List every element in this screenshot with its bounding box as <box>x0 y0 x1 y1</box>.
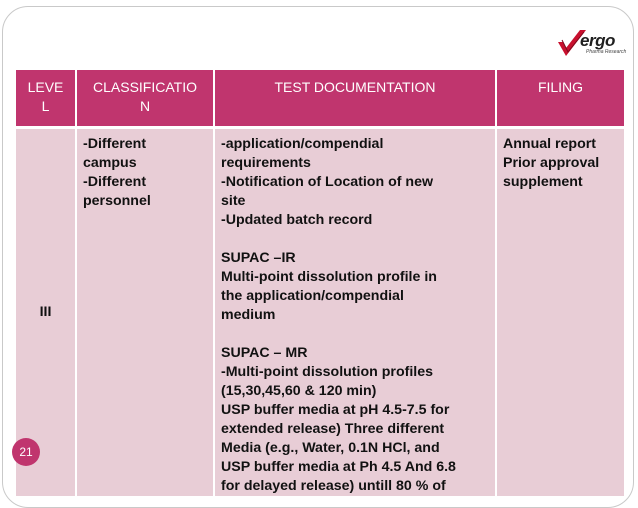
text-line: LEVE <box>27 79 64 95</box>
text-line: L <box>41 98 50 114</box>
logo-text: ergo <box>580 31 615 50</box>
text-line: extended release) Three different <box>221 421 445 437</box>
vergo-logo <box>556 28 626 62</box>
text-line: Annual report <box>503 136 597 152</box>
text-line <box>221 325 489 344</box>
text-line: -Different <box>83 136 147 152</box>
level-cell: III <box>16 128 76 497</box>
text-line: TEST DOCUMENTATION <box>274 79 436 95</box>
text-line: CLASSIFICATIO <box>93 79 197 95</box>
text-line: -Multi-point dissolution profiles <box>221 364 433 380</box>
text-line: SUPAC –IR <box>221 250 296 266</box>
text-line: -Different <box>83 174 147 190</box>
filing-cell <box>496 128 624 497</box>
text-line: -Updated batch record <box>221 212 373 228</box>
text-line: N <box>139 98 151 114</box>
text-line: the application/compendial <box>221 288 404 304</box>
text-line: requirements <box>221 155 311 171</box>
text-line: USP buffer media at Ph 4.5 And 6.8 <box>221 459 456 475</box>
text-line: site <box>221 193 246 209</box>
text-line: Prior approval <box>503 155 600 171</box>
header-classification <box>76 70 214 128</box>
text-line: Media (e.g., Water, 0.1N HCl, and <box>221 440 440 456</box>
text-line: -Notification of Location of new <box>221 174 434 190</box>
text-line: SUPAC – MR <box>221 345 308 361</box>
text-line: for delayed release) untill 80 % of <box>221 478 446 494</box>
documentation-table <box>16 70 624 496</box>
logo-tagline: Pharma Research <box>586 49 627 55</box>
text-line: -application/compendial <box>221 136 384 152</box>
header-level <box>16 70 76 128</box>
text-line: supplement <box>503 174 583 190</box>
test-documentation-cell <box>214 128 496 497</box>
classification-cell <box>76 128 214 497</box>
table-row <box>16 128 624 497</box>
text-line <box>221 230 489 249</box>
header-test-documentation <box>214 70 496 128</box>
text-line: USP buffer media at pH 4.5-7.5 for <box>221 402 450 418</box>
header-filing <box>496 70 624 128</box>
text-line: (15,30,45,60 & 120 min) <box>221 383 377 399</box>
table-header-row <box>16 70 624 128</box>
text-line: medium <box>221 307 276 323</box>
text-line: Multi-point dissolution profile in <box>221 269 437 285</box>
text-line: personnel <box>83 193 151 209</box>
text-line: campus <box>83 155 137 171</box>
text-line: FILING <box>537 79 584 95</box>
page-number-badge: 21 <box>12 438 40 466</box>
